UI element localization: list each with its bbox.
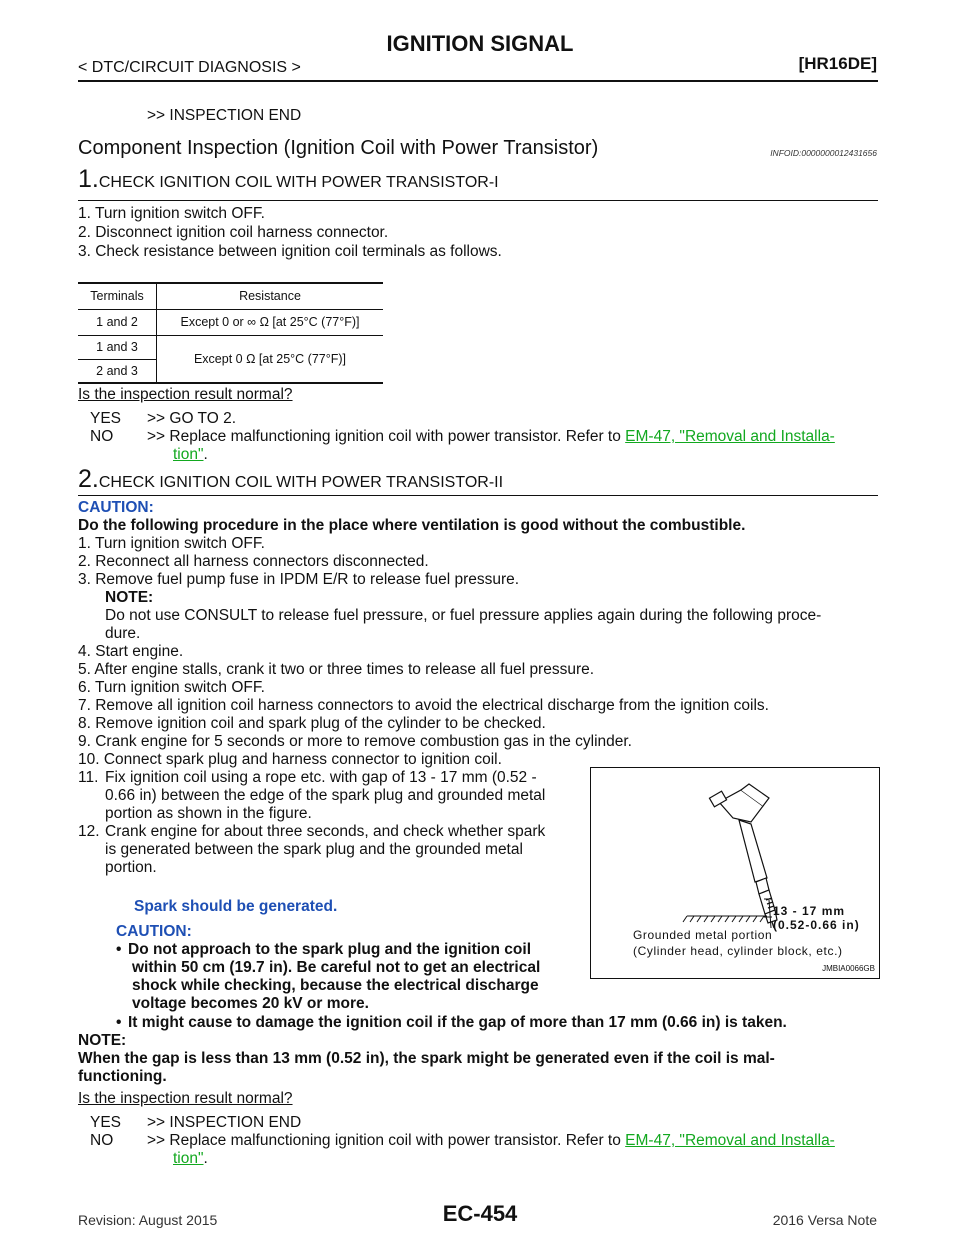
table-row bbox=[78, 309, 383, 335]
section-breadcrumb: < DTC/CIRCUIT DIAGNOSIS > bbox=[78, 59, 301, 76]
step2-question: Is the inspection result normal? bbox=[78, 1090, 293, 1107]
step2-item-9: 9. Crank engine for 5 seconds or more to remove combustion gas in the cylinder. bbox=[78, 733, 632, 750]
header-divider bbox=[78, 80, 878, 82]
step2-reference-link[interactable]: EM-47, "Removal and Installa- bbox=[625, 1132, 835, 1149]
section-title: Component Inspection (Ignition Coil with Power Transistor) bbox=[78, 137, 599, 159]
bullet2-text: It might cause to damage the ignition coil if the gap of more than 17 mm (0.66 in) is taken. bbox=[128, 1014, 787, 1031]
page-title: IGNITION SIGNAL bbox=[386, 31, 574, 56]
footer-model: 2016 Versa Note bbox=[772, 1212, 877, 1228]
step2-caution-label: CAUTION: bbox=[78, 499, 154, 516]
resistance-cell: Except 0 Ω [at 25°C (77°F)] bbox=[193, 351, 347, 366]
step1-item-3: 3. Check resistance between ignition coil terminals as follows. bbox=[78, 243, 502, 260]
bullet-dot: • bbox=[116, 1014, 122, 1031]
step2-item-12-line3: portion. bbox=[105, 859, 157, 876]
bullet1-line2: within 50 cm (19.7 in). Be careful not to get an electrical bbox=[132, 959, 541, 976]
step1-number: 1. bbox=[78, 165, 99, 193]
step2-item-3: 3. Remove fuel pump fuse in IPDM E/R to release fuel pressure. bbox=[78, 571, 520, 588]
step2-item-11-number: 11. bbox=[78, 769, 99, 786]
step2-note-label: NOTE: bbox=[105, 589, 154, 606]
step1-yes-label: YES bbox=[90, 410, 122, 427]
step2-number: 2. bbox=[78, 465, 99, 493]
step2-title: CHECK IGNITION COIL WITH POWER TRANSISTOR-II bbox=[98, 474, 504, 491]
step2-reference-link-continued[interactable]: tion" bbox=[173, 1150, 204, 1167]
step2-note2-line1: When the gap is less than 13 mm (0.52 in), the spark might be generated even if the coil is mal- bbox=[78, 1050, 775, 1067]
step2-item-4: 4. Start engine. bbox=[78, 643, 184, 660]
bullet1-line4: voltage becomes 20 kV or more. bbox=[132, 995, 369, 1012]
step2-item-11-line2: 0.66 in) between the edge of the spark plug and grounded metal bbox=[105, 787, 546, 804]
resistance-cell: Except 0 or ∞ Ω [at 25°C (77°F)] bbox=[180, 314, 360, 329]
bullet-dot: • bbox=[116, 941, 122, 958]
step2-item-1: 1. Turn ignition switch OFF. bbox=[78, 535, 265, 552]
terminal-cell: 2 and 3 bbox=[78, 359, 157, 383]
footer-revision: Revision: August 2015 bbox=[78, 1212, 218, 1228]
ground-label-1: Grounded metal portion bbox=[633, 928, 773, 942]
step2-no-label: NO bbox=[90, 1132, 114, 1149]
step1-reference-link-continued[interactable]: tion" bbox=[173, 446, 204, 463]
step1-title: CHECK IGNITION COIL WITH POWER TRANSISTOR-I bbox=[98, 174, 499, 191]
step2-link-continued: tion". bbox=[173, 1150, 208, 1167]
step2-item-11-line1: Fix ignition coil using a rope etc. with gap of 13 - 17 mm (0.52 - bbox=[105, 769, 537, 786]
info-id: INFOID:0000000012431656 bbox=[770, 148, 877, 158]
step2-note2-label: NOTE: bbox=[78, 1032, 127, 1049]
step2-item-7: 7. Remove all ignition coil harness connectors to avoid the electrical discharge from the ignition coils. bbox=[78, 697, 769, 714]
step1-divider bbox=[78, 200, 878, 201]
step2-caution-text: Do the following procedure in the place where ventilation is good without the combustible. bbox=[78, 517, 746, 534]
step2-note-line2: dure. bbox=[105, 625, 141, 642]
step1-item-2: 2. Disconnect ignition coil harness connector. bbox=[78, 224, 389, 241]
step2-caution2-label: CAUTION: bbox=[116, 923, 192, 940]
step2-item-2: 2. Reconnect all harness connectors disconnected. bbox=[78, 553, 429, 570]
figure-code: JMBIA0066GB bbox=[822, 964, 875, 973]
table-header-row bbox=[78, 283, 383, 309]
ground-label-2: (Cylinder head, cylinder block, etc.) bbox=[633, 944, 843, 958]
step2-divider bbox=[78, 495, 878, 496]
step2-heading bbox=[78, 465, 504, 493]
resistance-table bbox=[78, 282, 383, 384]
step1-heading bbox=[78, 165, 499, 193]
gap-label-inches: (0.52-0.66 in) bbox=[773, 918, 860, 932]
table-row bbox=[78, 335, 383, 359]
table-header-resistance: Resistance bbox=[239, 289, 301, 303]
step2-yes-text: >> INSPECTION END bbox=[147, 1114, 302, 1131]
step2-note-line1: Do not use CONSULT to release fuel pressure, or fuel pressure applies again during the following proce- bbox=[105, 607, 822, 624]
step2-item-11-line3: portion as shown in the figure. bbox=[105, 805, 312, 822]
coil-body-shape bbox=[739, 820, 767, 882]
step2-item-12-number: 12. bbox=[78, 823, 100, 840]
bullet1-line3: shock while checking, because the electrical discharge bbox=[132, 977, 539, 994]
step1-yes-text: >> GO TO 2. bbox=[147, 410, 237, 427]
ignition-coil-figure bbox=[590, 767, 880, 979]
spark-expected: Spark should be generated. bbox=[134, 898, 338, 915]
step1-no-label: NO bbox=[90, 428, 114, 445]
terminal-cell: 1 and 3 bbox=[78, 335, 157, 359]
inspection-end-top: >> INSPECTION END bbox=[147, 107, 302, 124]
footer-page-number: EC-454 bbox=[442, 1201, 518, 1226]
step2-item-10: 10. Connect spark plug and harness connector to ignition coil. bbox=[78, 751, 502, 768]
step2-item-12-line2: is generated between the spark plug and the grounded metal bbox=[105, 841, 523, 858]
step2-note2-line2: functioning. bbox=[78, 1068, 167, 1085]
step1-item-1: 1. Turn ignition switch OFF. bbox=[78, 205, 265, 222]
terminal-cell: 1 and 2 bbox=[78, 309, 157, 335]
step2-item-5: 5. After engine stalls, crank it two or three times to release all fuel pressure. bbox=[78, 661, 595, 678]
step2-yes-label: YES bbox=[90, 1114, 122, 1131]
step2-no-text: >> Replace malfunctioning ignition coil with power transistor. Refer to EM-47, "Removal and Installa- bbox=[147, 1132, 835, 1149]
step2-item-8: 8. Remove ignition coil and spark plug of the cylinder to be checked. bbox=[78, 715, 546, 732]
gap-label: 13 - 17 mm bbox=[773, 904, 846, 918]
step2-item-12-line1: Crank engine for about three seconds, and check whether spark bbox=[105, 823, 546, 840]
step1-no-text: >> Replace malfunctioning ignition coil with power transistor. Refer to EM-47, "Removal and Installa- bbox=[147, 428, 835, 445]
bullet1-line1: Do not approach to the spark plug and the ignition coil bbox=[128, 941, 531, 958]
step2-item-6: 6. Turn ignition switch OFF. bbox=[78, 679, 265, 696]
table-header-terminals: Terminals bbox=[78, 283, 157, 309]
step1-question: Is the inspection result normal? bbox=[78, 386, 293, 403]
step1-reference-link[interactable]: EM-47, "Removal and Installa- bbox=[625, 428, 835, 445]
engine-code: [HR16DE] bbox=[798, 54, 877, 73]
ground-hatching bbox=[683, 916, 767, 922]
step1-link-continued: tion". bbox=[173, 446, 208, 463]
